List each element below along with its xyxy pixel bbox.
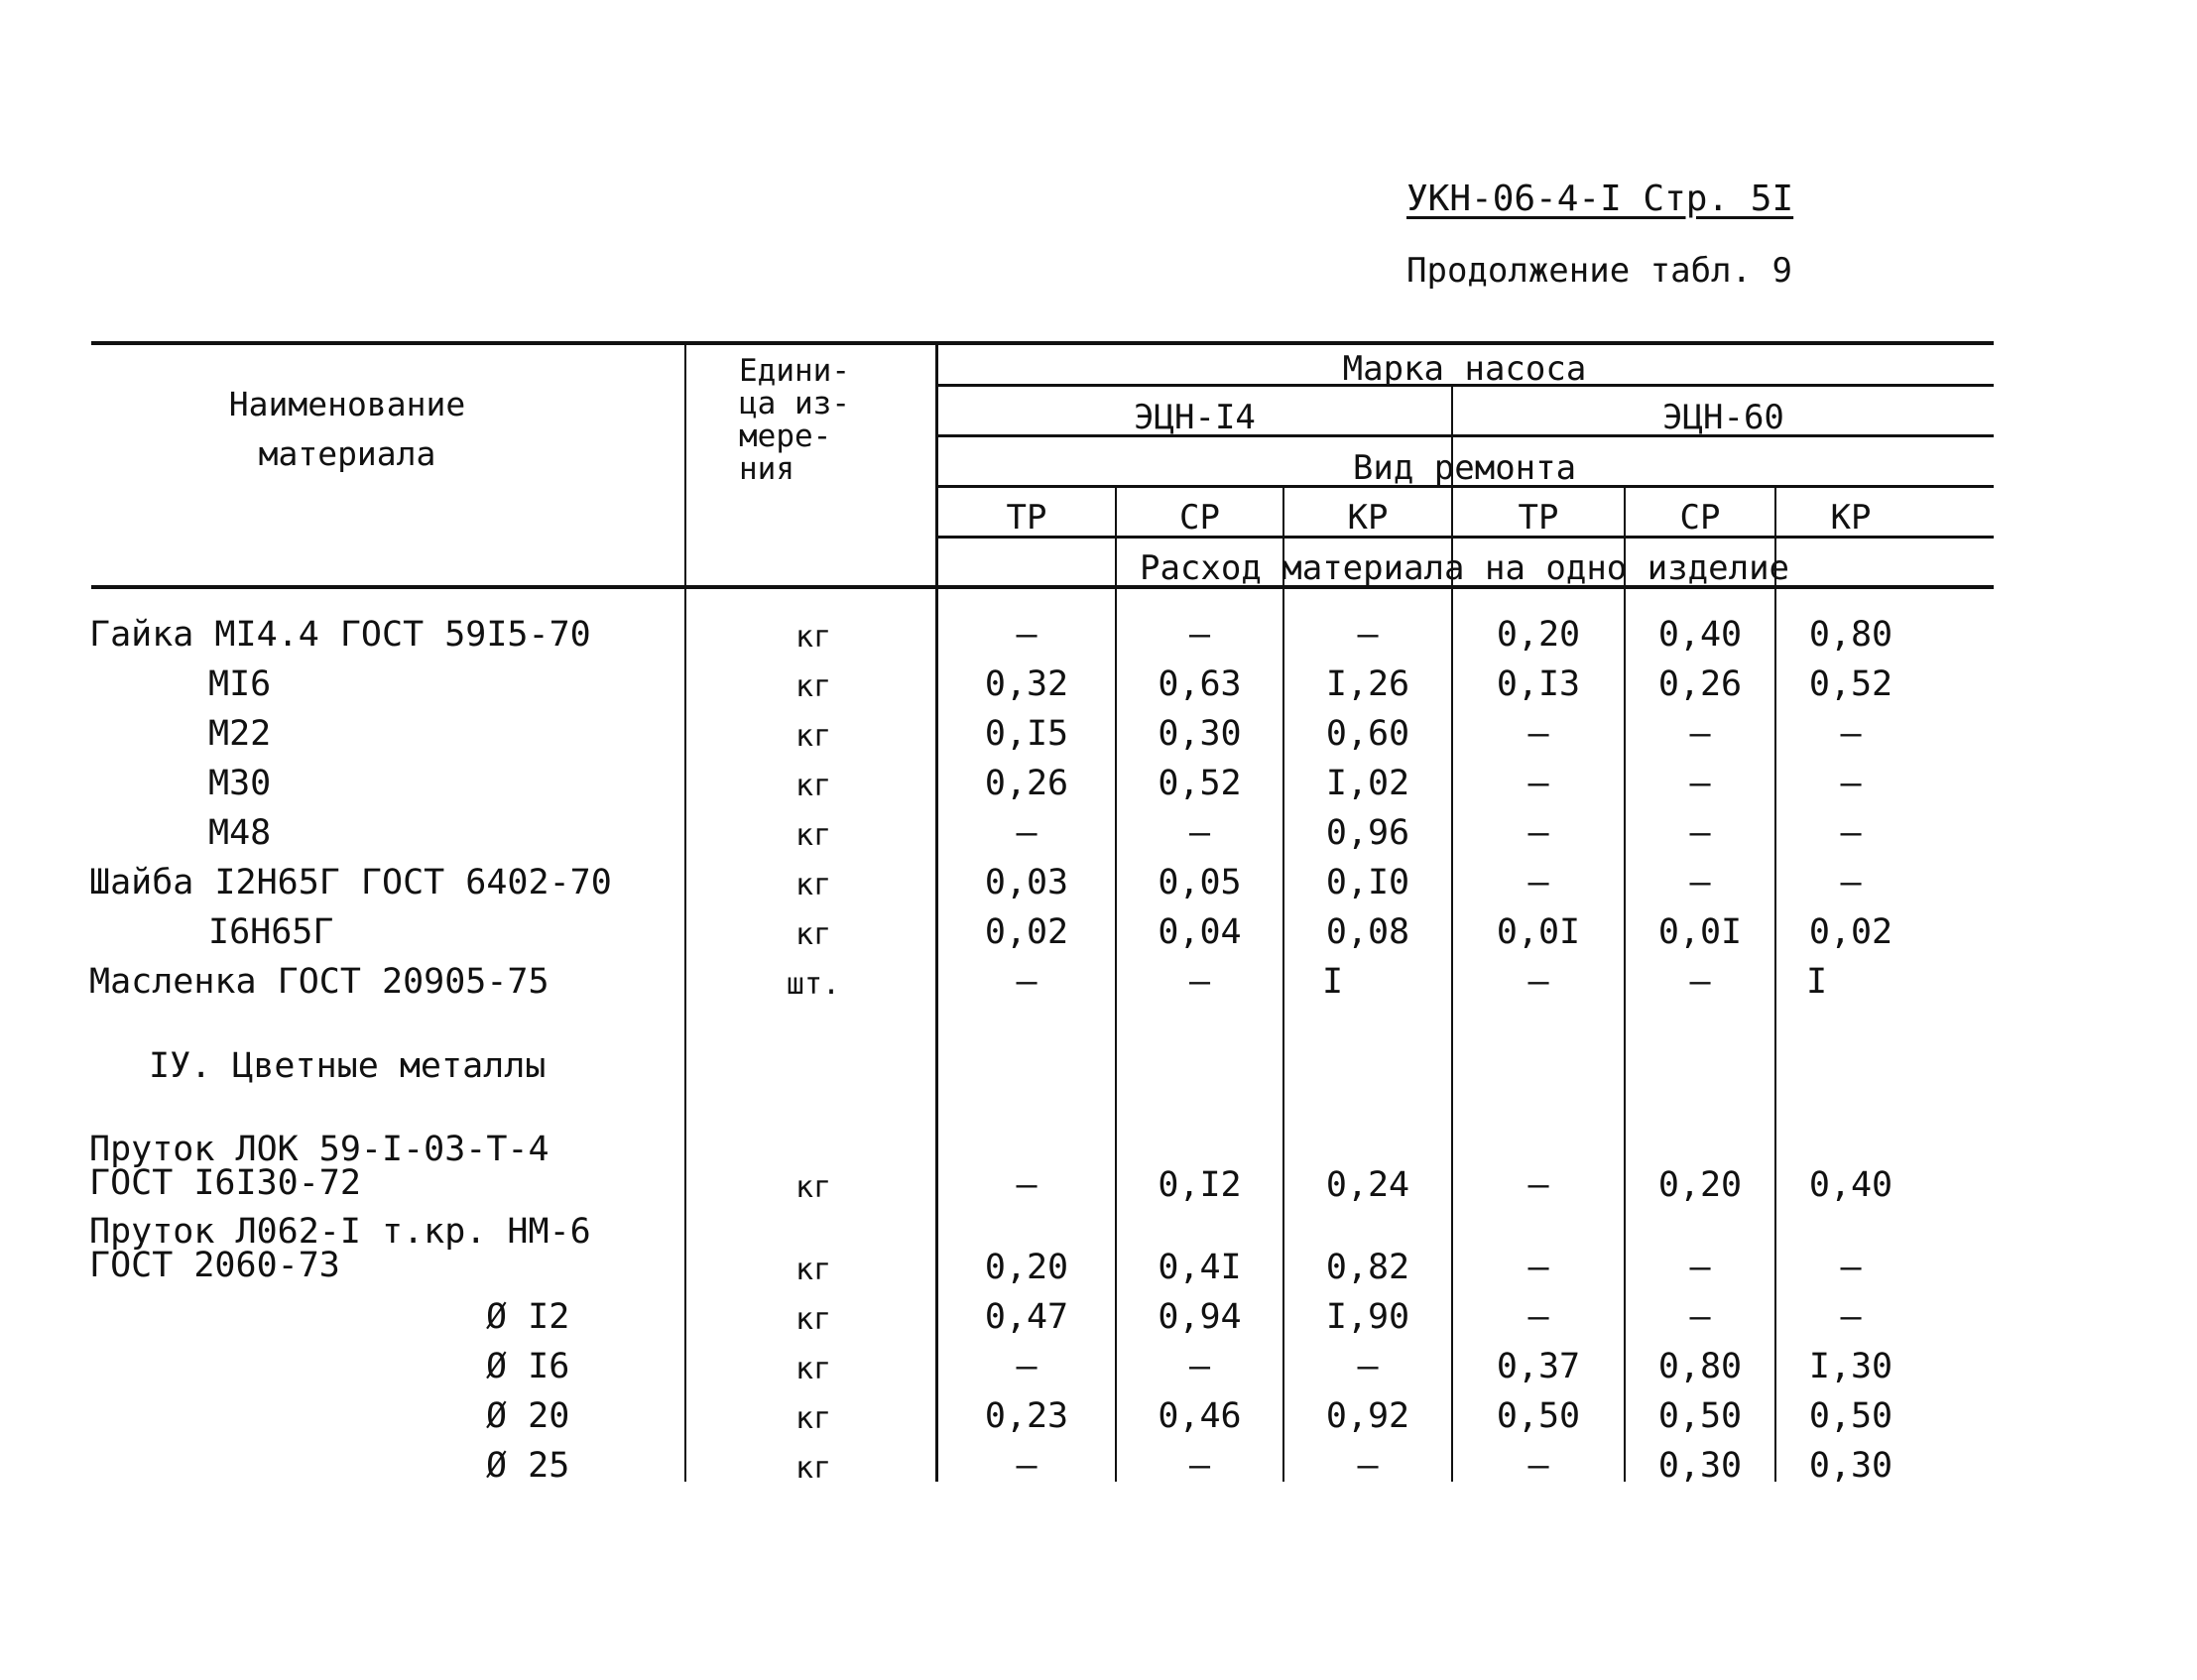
header-pump-model-1: ЭЦН-I4 — [1134, 398, 1256, 437]
value-cell: 0,26 — [1657, 664, 1743, 704]
material-name: Пруток Л062-I т.кр. НМ-6 ГОСТ 2060-73 — [89, 1212, 591, 1285]
value-cell: 0,04 — [1158, 912, 1242, 952]
value-cell: – — [1527, 863, 1549, 902]
value-cell: 0,94 — [1158, 1297, 1242, 1337]
header-repair-code: СР — [1179, 498, 1220, 538]
material-name: Ø 25 — [486, 1446, 570, 1486]
value-cell: 0,23 — [984, 1396, 1069, 1436]
value-cell: – — [1016, 1347, 1037, 1386]
value-cell: – — [1188, 962, 1211, 1002]
value-cell: 0,08 — [1325, 912, 1410, 952]
material-name: М22 — [208, 714, 272, 754]
header-pump-brand: Марка насоса — [1342, 349, 1587, 389]
value-cell: 0,20 — [1496, 615, 1581, 655]
value-cell: – — [1016, 615, 1037, 655]
material-unit: кг — [794, 917, 832, 952]
value-cell: – — [1188, 813, 1211, 853]
value-cell: 0,32 — [984, 664, 1069, 704]
value-cell: 0,50 — [1808, 1396, 1893, 1436]
value-cell: – — [1527, 764, 1549, 803]
value-cell: – — [1357, 615, 1379, 655]
value-cell: – — [1689, 1248, 1711, 1287]
value-cell: 0,40 — [1657, 615, 1743, 655]
value-cell: 0,02 — [1808, 912, 1893, 952]
header-unit: Едини- ца из- мере- ния — [739, 353, 850, 487]
value-cell: I,02 — [1325, 764, 1410, 803]
material-unit: кг — [794, 620, 832, 655]
value-cell: – — [1016, 1446, 1037, 1486]
value-cell: – — [1689, 1297, 1711, 1337]
value-cell: 0,30 — [1808, 1446, 1893, 1486]
section-title: IУ. Цветные металлы — [149, 1046, 547, 1086]
value-cell: – — [1840, 1248, 1862, 1287]
value-cell: – — [1188, 615, 1211, 655]
material-unit: кг — [794, 769, 832, 803]
header-repair-type: Вид ремонта — [1352, 448, 1577, 488]
value-cell: 0,50 — [1496, 1396, 1581, 1436]
table-continuation-label: Продолжение табл. 9 — [1406, 251, 1792, 291]
value-cell: 0,30 — [1657, 1446, 1743, 1486]
value-cell: – — [1527, 1297, 1549, 1337]
value-cell: 0,I3 — [1496, 664, 1581, 704]
value-cell: 0,0I — [1657, 912, 1743, 952]
value-cell: – — [1016, 813, 1037, 853]
material-unit: кг — [794, 818, 832, 853]
material-unit: кг — [794, 719, 832, 754]
material-name: Гайка МI4.4 ГОСТ 59I5-70 — [89, 615, 591, 655]
value-cell: – — [1840, 1297, 1862, 1337]
value-cell: 0,05 — [1158, 863, 1242, 902]
value-cell: – — [1689, 714, 1711, 754]
material-unit: кг — [794, 1401, 832, 1436]
value-cell: – — [1016, 1165, 1037, 1205]
header-repair-code: ТР — [1518, 498, 1559, 538]
material-unit: кг — [794, 1451, 832, 1486]
material-name: Шайба I2Н65Г ГОСТ 6402-70 — [89, 863, 612, 902]
value-cell: 0,24 — [1325, 1165, 1410, 1205]
value-cell: – — [1840, 764, 1862, 803]
material-unit: кг — [794, 1253, 832, 1287]
material-unit: кг — [794, 669, 832, 704]
value-cell: 0,82 — [1325, 1248, 1410, 1287]
material-unit: кг — [794, 1302, 832, 1337]
value-cell: 0,46 — [1158, 1396, 1242, 1436]
value-cell: – — [1527, 1446, 1549, 1486]
value-cell: I,30 — [1808, 1347, 1893, 1386]
value-cell: 0,I2 — [1158, 1165, 1242, 1205]
value-cell: 0,60 — [1325, 714, 1410, 754]
value-cell: – — [1527, 962, 1549, 1002]
material-name: Ø I2 — [486, 1297, 570, 1337]
value-cell: – — [1016, 962, 1037, 1002]
value-cell: – — [1527, 1165, 1549, 1205]
header-repair-code: СР — [1679, 498, 1721, 538]
material-unit: кг — [794, 1352, 832, 1386]
header-repair-code: ТР — [1006, 498, 1047, 538]
value-cell: I — [1322, 962, 1344, 1002]
header-pump-model-2: ЭЦН-60 — [1662, 398, 1784, 437]
value-cell: – — [1357, 1347, 1379, 1386]
value-cell: 0,20 — [984, 1248, 1069, 1287]
value-cell: 0,20 — [1657, 1165, 1743, 1205]
value-cell: 0,92 — [1325, 1396, 1410, 1436]
value-cell: – — [1840, 813, 1862, 853]
value-cell: – — [1527, 714, 1549, 754]
value-cell: 0,26 — [984, 764, 1069, 803]
value-cell: 0,30 — [1158, 714, 1242, 754]
value-cell: 0,4I — [1158, 1248, 1242, 1287]
value-cell: I — [1806, 962, 1828, 1002]
header-repair-code: КР — [1830, 498, 1872, 538]
header-consumption: Расход материала на одно изделие — [1139, 548, 1790, 588]
value-cell: 0,96 — [1325, 813, 1410, 853]
material-name: Ø 20 — [486, 1396, 570, 1436]
value-cell: 0,47 — [984, 1297, 1069, 1337]
header-material-name: Наименование материала — [228, 385, 466, 473]
value-cell: – — [1689, 764, 1711, 803]
value-cell: 0,03 — [984, 863, 1069, 902]
material-name: Пруток ЛОК 59-I-03-Т-4 ГОСТ I6I30-72 — [89, 1130, 549, 1203]
material-name: Масленка ГОСТ 20905-75 — [89, 962, 549, 1002]
material-name: Ø I6 — [486, 1347, 570, 1386]
value-cell: – — [1357, 1446, 1379, 1486]
value-cell: 0,80 — [1657, 1347, 1743, 1386]
value-cell: 0,52 — [1808, 664, 1893, 704]
material-unit: кг — [794, 868, 832, 902]
material-unit: шт. — [786, 967, 841, 1002]
value-cell: 0,02 — [984, 912, 1069, 952]
value-cell: – — [1840, 863, 1862, 902]
value-cell: 0,80 — [1808, 615, 1893, 655]
value-cell: – — [1188, 1446, 1211, 1486]
material-name: I6Н65Г — [208, 912, 334, 952]
value-cell: – — [1527, 813, 1549, 853]
value-cell: 0,37 — [1496, 1347, 1581, 1386]
value-cell: 0,52 — [1158, 764, 1242, 803]
material-name: М48 — [208, 813, 272, 853]
value-cell: 0,I5 — [984, 714, 1069, 754]
table-top-rule — [91, 341, 1994, 345]
value-cell: I,90 — [1325, 1297, 1410, 1337]
material-unit: кг — [794, 1170, 832, 1205]
value-cell: I,26 — [1325, 664, 1410, 704]
header-repair-code: КР — [1347, 498, 1389, 538]
value-cell: 0,50 — [1657, 1396, 1743, 1436]
value-cell: – — [1689, 962, 1711, 1002]
value-cell: – — [1840, 714, 1862, 754]
material-name: МI6 — [208, 664, 272, 704]
value-cell: 0,40 — [1808, 1165, 1893, 1205]
value-cell: – — [1689, 863, 1711, 902]
value-cell: – — [1188, 1347, 1211, 1386]
material-name: М30 — [208, 764, 272, 803]
col-divider-unit — [684, 341, 686, 1482]
value-cell: 0,63 — [1158, 664, 1242, 704]
value-cell: – — [1527, 1248, 1549, 1287]
value-cell: 0,I0 — [1325, 863, 1410, 902]
value-cell: – — [1689, 813, 1711, 853]
document-code: УКН-06-4-I Стр. 5I — [1406, 179, 1794, 219]
value-cell: 0,0I — [1496, 912, 1581, 952]
